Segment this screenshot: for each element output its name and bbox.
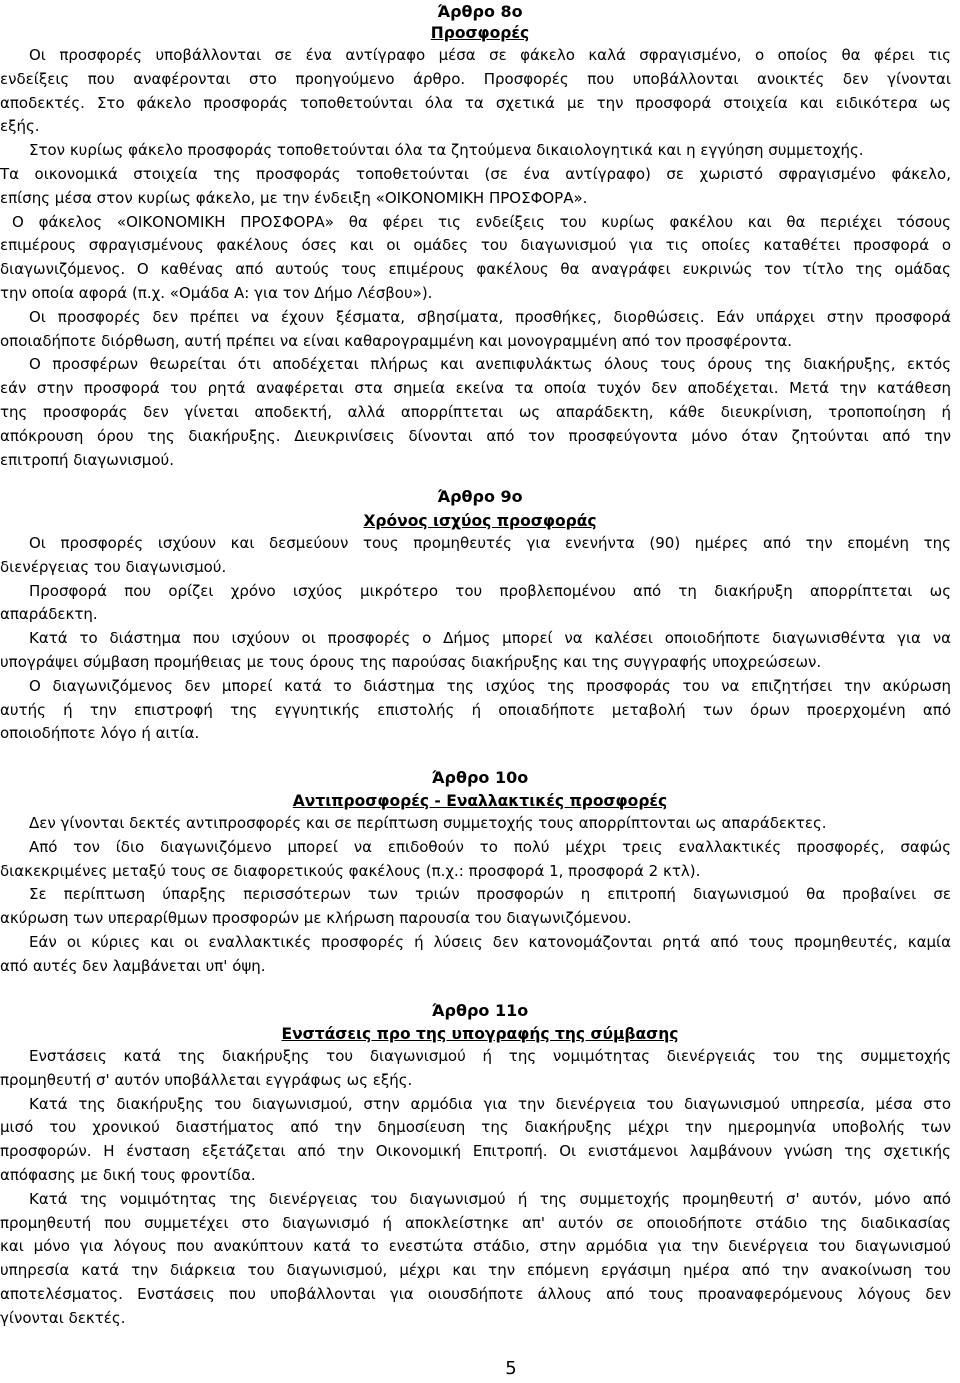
- text-line: Ο διαγωνιζόμενος δεν μπορεί κατά το διάστημα της ισχύος της προσφοράς του να επιζητήσει την ακύρωση: [29, 676, 951, 695]
- text-line: οποιοδήποτε λόγο ή αιτία.: [0, 724, 200, 743]
- text-line: εάν στην προσφορά του ρητά αναφέρεται στα σημεία εκείνα τα οποία τυχόν δεν αποδέχεται. Μετά την κατάθεση: [0, 379, 951, 398]
- text-line: αποδεκτές. Στο φάκελο προσφοράς τοποθετούνται όλα τα σχετικά με την προσφορά στοιχεία και ειδικότερα ως: [0, 93, 951, 112]
- article-body: [0, 812, 960, 979]
- text-line: Κατά της διακήρυξης του διαγωνισμού, στην αρμόδια για την διενέργεια του διαγωνισμού υπηρεσία, μέσα στο: [29, 1094, 951, 1113]
- text-line: Ο φάκελος «ΟΙΚΟΝΟΜΙΚΗ ΠΡΟΣΦΟΡΑ» θα φέρει τις ενδείξεις του κυρίως φακέλου και θα περιέχει τόσους: [12, 212, 951, 231]
- text-line: Προσφορά που ορίζει χρόνο ισχύος μικρότερο του προβλεπομένου από τη διακήρυξη απορρίπτεται ως: [29, 581, 951, 600]
- page-number: 5: [505, 1358, 517, 1379]
- article-text: [0, 812, 960, 979]
- text-line: Κατά το διάστημα που ισχύουν οι προσφορές ο Δήμος μπορεί να καλέσει οποιοδήποτε διαγωνισθέντα για να: [29, 629, 951, 648]
- text-line: προμηθευτή που συμμετέχει στο διαγωνισμό ή αποκλείστηκε απ' αυτόν σε οποιοδήποτε στάδιο της διαδικασίας: [0, 1213, 951, 1232]
- article-number: Άρθρο 11ο: [431, 1001, 529, 1020]
- article-title: Ενστάσεις προ της υπογραφής της σύμβασης: [281, 1025, 679, 1043]
- text-line: επιτροπή διαγωνισμού.: [0, 450, 174, 469]
- text-line: επιμέρους σφραγισμένους φακέλους όσες και οι ομάδες του διαγωνισμού για τις οποίες καταθέτει προσφορά ο: [0, 236, 951, 255]
- text-line: αυτής ή την επιστροφή της εγγυητικής επιστολής ή οποιαδήποτε μεταβολή των όρων προερχομένη από: [0, 700, 951, 719]
- text-line: προμηθευτή σ' αυτόν υποβάλλεται εγγράφως ως εξής.: [0, 1070, 413, 1089]
- article-text: [0, 1045, 960, 1331]
- text-line: υπηρεσία κατά την διάρκεια του διαγωνισμού, μέχρι και την επόμενη εργάσιμη ημέρα από την ανακοίνωση του: [0, 1261, 951, 1280]
- article-number: Άρθρο 10ο: [431, 768, 529, 787]
- text-line: γίνονται δεκτές.: [0, 1308, 126, 1327]
- text-line: αποτελέσματος. Ενστάσεις που υποβάλλονται για οιουσδήποτε άλλους από τους προαναφερόμενους λόγους δεν: [0, 1284, 951, 1303]
- text-line: Σε περίπτωση ύπαρξης περισσότερων των τριών προσφορών η επιτροπή διαγωνισμού θα προβαίνει σε: [29, 885, 951, 904]
- text-line: επίσης μέσα στον κυρίως φάκελο, με την ένδειξη «ΟΙΚΟΝΟΜΙΚΗ ΠΡΟΣΦΟΡΑ».: [0, 188, 588, 207]
- text-line: την οποία αφορά (π.χ. «Ομάδα Α: για τον Δήμο Λέσβου»).: [0, 283, 433, 302]
- text-line: απαράδεκτη.: [0, 605, 98, 624]
- text-line: εξής.: [0, 117, 40, 136]
- article-title: Προσφορές: [430, 24, 530, 42]
- text-line: ενδείξεις που αναφέρονται στο προηγούμενο άρθρο. Προσφορές που υποβάλλονται ανοικτές δεν γίνονται: [0, 69, 951, 88]
- text-line: Οι προσφορές υποβάλλονται σε ένα αντίγραφο μέσα σε φάκελο καλά σφραγισμένο, ο οποίος θα φέρει τις: [29, 46, 951, 64]
- article-body: [0, 1045, 960, 1331]
- text-line: απόκρουση όρου της διακήρυξης. Διευκρινίσεις δίνονται από τον προσφεύγοντα μόνο όταν ζητούνται από την: [0, 426, 951, 445]
- text-line: μισό του χρονικού διαστήματος από την δημοσίευση της διακήρυξης μέχρι την ημερομηνία υποβολής των: [0, 1118, 951, 1137]
- text-line: οποιαδήποτε διόρθωση, αυτή πρέπει να είναι καθαρογραμμένη και μονογραμμένη από τον προσφέροντα.: [0, 331, 793, 350]
- text-line: Ενστάσεις κατά της διακήρυξης του διαγωνισμού ή της νομιμότητας διενέργειάς του της συμμετοχής: [29, 1047, 951, 1065]
- text-line: Οι προσφορές δεν πρέπει να έχουν ξέσματα, σβησίματα, προσθήκες, διορθώσεις. Εάν υπάρχει στην προσφορά: [29, 307, 951, 326]
- article-text: [0, 44, 960, 472]
- text-line: Κατά της νομιμότητας της διενέργειας του διαγωνισμού ή της συμμετοχής προμηθευτή σ' αυτόν, μόνο από: [29, 1189, 951, 1208]
- article-text: [0, 532, 960, 746]
- text-line: Τα οικονομικά στοιχεία της προσφοράς τοποθετούνται (σε ένα αντίγραφο) σε χωριστό σφραγισμένο φάκελο,: [0, 164, 951, 183]
- article-body: [0, 44, 960, 472]
- article-number: Άρθρο 8ο: [437, 2, 523, 21]
- text-line: προσφορών. Η ένσταση εξετάζεται από την Οικονομική Επιτροπή. Οι ενιστάμενοι λαμβάνουν γνώση της σχετικής: [0, 1142, 951, 1161]
- article-number: Άρθρο 9ο: [437, 487, 523, 506]
- text-line: διενέργειας του διαγωνισμού.: [0, 557, 227, 576]
- text-line: Δεν γίνονται δεκτές αντιπροσφορές και σε περίπτωση συμμετοχής τους απορρίπτονται ως απαράδεκτες.: [29, 814, 827, 832]
- text-line: Ο προσφέρων θεωρείται ότι αποδέχεται πλήρως και ανεπιφυλάκτως όλους τους όρους της διακήρυξης, εκτός: [29, 355, 951, 374]
- text-line: Στον κυρίως φάκελο προσφοράς τοποθετούνται όλα τα ζητούμενα δικαιολογητικά και η εγγύηση συμμετοχής.: [29, 141, 864, 160]
- article-title: Αντιπροσφορές - Εναλλακτικές προσφορές: [292, 792, 668, 810]
- text-line: Από τον ίδιο διαγωνιζόμενο μπορεί να επιδοθούν το πολύ μέχρι τρεις εναλλακτικές προσφορές, σαφώς: [29, 837, 951, 856]
- text-line: ακύρωση των υπεραρίθμων προσφορών με κλήρωση παρουσία του διαγωνιζόμενου.: [0, 909, 632, 928]
- text-line: διακεκριμένες μεταξύ τους σε διαφορετικούς φακέλους (π.χ.: προσφορά 1, προσφορά 2 κτλ).: [0, 861, 701, 880]
- text-line: απόφασης με δική τους φροντίδα.: [0, 1165, 256, 1184]
- text-line: της προσφοράς δεν γίνεται αποδεκτή, αλλά απορρίπτεται ως απαράδεκτη, κάθε διευκρίνιση, τροποποίηση ή: [0, 402, 951, 421]
- text-line: διαγωνιζόμενος. Ο καθένας από αυτούς τους επιμέρους φακέλους θα αναγράφει ευκρινώς τον τίτλο της ομάδας: [0, 260, 951, 279]
- text-line: και μόνο για λόγους που ανακύπτουν κατά το ενεστώτα στάδιο, στην αρμόδια για την διενέργεια του διαγωνισμού: [0, 1237, 951, 1256]
- text-line: υπογράψει σύμβαση προμήθειας με τους όρους της παρούσας διακήρυξης και της συγγραφής υποχρεώσεων.: [0, 652, 822, 671]
- text-line: από αυτές δεν λαμβάνεται υπ' όψη.: [0, 956, 266, 975]
- text-line: Οι προσφορές ισχύουν και δεσμεύουν τους προμηθευτές για ενενήντα (90) ημέρες από την επομένη της: [29, 534, 951, 552]
- article-body: [0, 532, 960, 746]
- article-title: Χρόνος ισχύος προσφοράς: [363, 512, 597, 530]
- text-line: Εάν οι κύριες και οι εναλλακτικές προσφορές ή λύσεις δεν κατονομάζονται ρητά από τους προμηθευτές, καμία: [29, 932, 951, 951]
